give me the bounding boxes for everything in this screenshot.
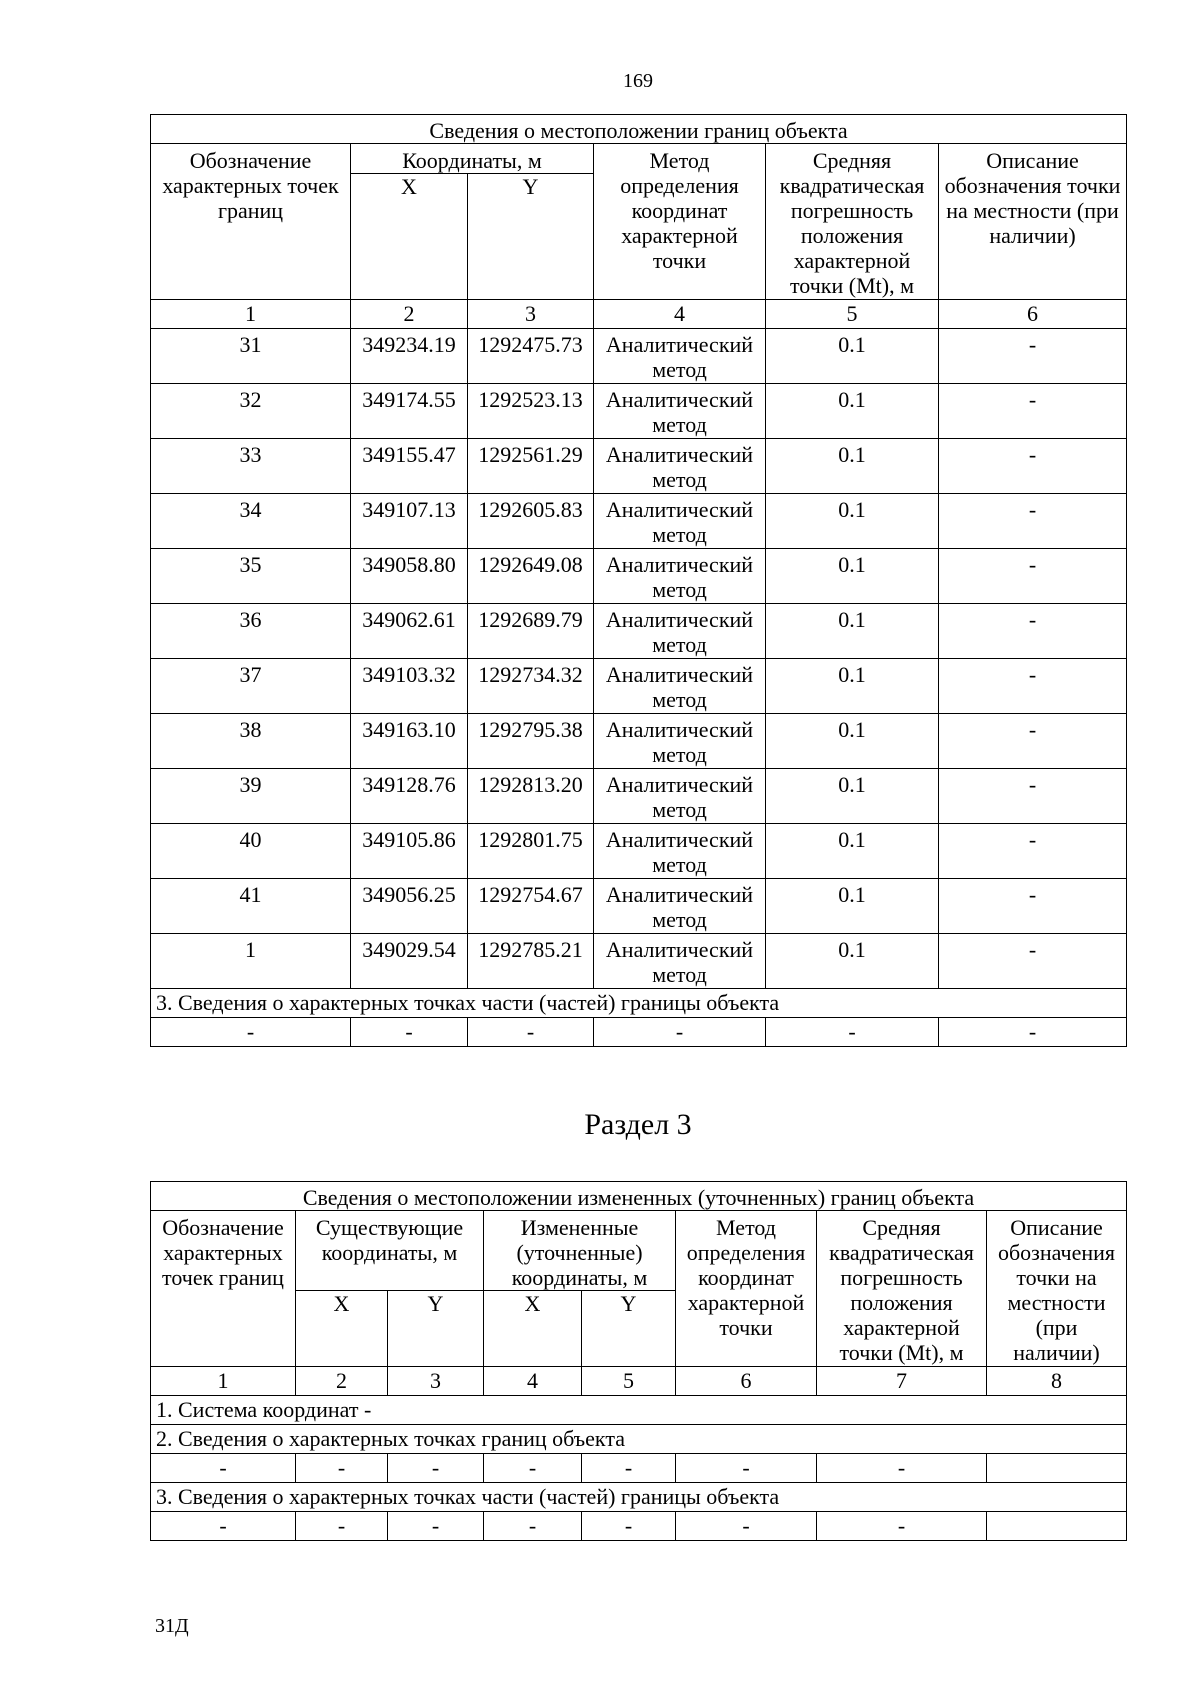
table-cell-x: 349163.10 xyxy=(351,714,468,769)
table-cell: - xyxy=(582,1512,676,1541)
table2-header-y1: Y xyxy=(388,1291,484,1367)
table-cell-mt: 0.1 xyxy=(766,439,939,494)
table2-header-x1: X xyxy=(296,1291,388,1367)
table-cell-method: Аналитический метод xyxy=(594,604,766,659)
table-row xyxy=(151,439,1127,494)
table-cell-mt: 0.1 xyxy=(766,494,939,549)
table-row xyxy=(151,714,1127,769)
table-row xyxy=(151,879,1127,934)
table-cell-desc: - xyxy=(939,329,1127,384)
table1-header-y: Y xyxy=(468,174,594,300)
col-number: 6 xyxy=(939,300,1127,329)
table-cell-point: 33 xyxy=(151,439,351,494)
table-cell: - xyxy=(594,1018,766,1047)
table1-header-point: Обозначение характерных точек границ xyxy=(151,144,351,300)
table2-coord-system-label: 1. Система координат - xyxy=(151,1396,1127,1425)
table-cell-mt: 0.1 xyxy=(766,714,939,769)
table-cell-x: 349103.32 xyxy=(351,659,468,714)
table-cell-x: 349058.80 xyxy=(351,549,468,604)
table-cell: - xyxy=(676,1512,817,1541)
table-row xyxy=(151,604,1127,659)
table-cell: - xyxy=(388,1454,484,1483)
table-row xyxy=(151,329,1127,384)
table-row xyxy=(151,549,1127,604)
table1-header-mt: Средняя квадратическая погрешность положения характерной точки (Mt), м xyxy=(766,144,939,300)
table-cell xyxy=(987,1512,1127,1541)
table-cell-mt: 0.1 xyxy=(766,549,939,604)
table1-caption: Сведения о местоположении границ объекта xyxy=(151,115,1127,144)
table-cell: - xyxy=(296,1454,388,1483)
table-cell-y: 1292649.08 xyxy=(468,549,594,604)
table-cell-desc: - xyxy=(939,879,1127,934)
col-number: 5 xyxy=(766,300,939,329)
table-cell-y: 1292785.21 xyxy=(468,934,594,989)
table-cell: - xyxy=(151,1018,351,1047)
table-cell-method: Аналитический метод xyxy=(594,879,766,934)
table1-header-x: X xyxy=(351,174,468,300)
col-number: 3 xyxy=(388,1367,484,1396)
table-cell-y: 1292561.29 xyxy=(468,439,594,494)
table1-header-coords: Координаты, м xyxy=(351,144,594,174)
table-cell-point: 31 xyxy=(151,329,351,384)
footer-code: 31Д xyxy=(155,1615,189,1637)
table-cell-point: 34 xyxy=(151,494,351,549)
table-cell-desc: - xyxy=(939,439,1127,494)
table-cell-point: 37 xyxy=(151,659,351,714)
table-cell-x: 349155.47 xyxy=(351,439,468,494)
table1-header-desc: Описание обозначения точки на местности (при наличии) xyxy=(939,144,1127,300)
col-number: 8 xyxy=(987,1367,1127,1396)
table-cell-y: 1292689.79 xyxy=(468,604,594,659)
table-cell-mt: 0.1 xyxy=(766,604,939,659)
changed-boundaries-table xyxy=(150,1181,1127,1541)
table-cell: - xyxy=(582,1454,676,1483)
table-cell-mt: 0.1 xyxy=(766,769,939,824)
section-title: Раздел 3 xyxy=(584,1108,692,1141)
table-cell-desc: - xyxy=(939,604,1127,659)
table-row xyxy=(151,824,1127,879)
col-number: 4 xyxy=(484,1367,582,1396)
table-cell-method: Аналитический метод xyxy=(594,439,766,494)
table-cell: - xyxy=(817,1512,987,1541)
table-cell xyxy=(987,1454,1127,1483)
page-number: 169 xyxy=(623,70,653,92)
table-cell: - xyxy=(484,1454,582,1483)
table2-header-method: Метод определения координат характерной точки xyxy=(676,1211,817,1367)
table-cell: - xyxy=(351,1018,468,1047)
table2-caption: Сведения о местоположении измененных (уточненных) границ объекта xyxy=(151,1182,1127,1211)
table-cell-method: Аналитический метод xyxy=(594,549,766,604)
table-cell-y: 1292801.75 xyxy=(468,824,594,879)
table-cell-x: 349128.76 xyxy=(351,769,468,824)
table2-header-desc: Описание обозначения точки на местности (при наличии) xyxy=(987,1211,1127,1367)
table-row xyxy=(151,384,1127,439)
table-cell: - xyxy=(388,1512,484,1541)
table-cell-x: 349105.86 xyxy=(351,824,468,879)
table-cell-method: Аналитический метод xyxy=(594,824,766,879)
table-cell-point: 36 xyxy=(151,604,351,659)
table-cell-y: 1292813.20 xyxy=(468,769,594,824)
table2-header-y2: Y xyxy=(582,1291,676,1367)
table-cell-x: 349062.61 xyxy=(351,604,468,659)
table2-header-point: Обозначение характерных точек границ xyxy=(151,1211,296,1367)
table2-header-x2: X xyxy=(484,1291,582,1367)
table-cell-point: 39 xyxy=(151,769,351,824)
table-cell-x: 349174.55 xyxy=(351,384,468,439)
table-cell: - xyxy=(468,1018,594,1047)
table-cell-point: 38 xyxy=(151,714,351,769)
table1-part-section-label: 3. Сведения о характерных точках части (частей) границы объекта xyxy=(151,989,1127,1018)
col-number: 5 xyxy=(582,1367,676,1396)
table-cell: - xyxy=(296,1512,388,1541)
table-cell-point: 41 xyxy=(151,879,351,934)
table1-body xyxy=(151,329,1127,989)
table-cell-method: Аналитический метод xyxy=(594,714,766,769)
col-number: 1 xyxy=(151,300,351,329)
table-cell-desc: - xyxy=(939,494,1127,549)
table-cell-method: Аналитический метод xyxy=(594,659,766,714)
table1-header-method: Метод определения координат характерной точки xyxy=(594,144,766,300)
table-cell-method: Аналитический метод xyxy=(594,934,766,989)
table2-header-changed: Измененные (уточненные) координаты, м xyxy=(484,1211,676,1291)
table-cell-y: 1292605.83 xyxy=(468,494,594,549)
table-cell-desc: - xyxy=(939,714,1127,769)
table-cell-mt: 0.1 xyxy=(766,879,939,934)
col-number: 3 xyxy=(468,300,594,329)
table-cell-desc: - xyxy=(939,384,1127,439)
table-cell-desc: - xyxy=(939,824,1127,879)
table-cell-y: 1292734.32 xyxy=(468,659,594,714)
table-cell: - xyxy=(484,1512,582,1541)
table-cell-method: Аналитический метод xyxy=(594,494,766,549)
table2-header-existing: Существующие координаты, м xyxy=(296,1211,484,1291)
table2-part-section-label: 3. Сведения о характерных точках части (частей) границы объекта xyxy=(151,1483,1127,1512)
table-cell-mt: 0.1 xyxy=(766,329,939,384)
table-cell-y: 1292754.67 xyxy=(468,879,594,934)
table-cell-x: 349234.19 xyxy=(351,329,468,384)
table-cell-point: 1 xyxy=(151,934,351,989)
table-cell-mt: 0.1 xyxy=(766,934,939,989)
table-row xyxy=(151,934,1127,989)
table-cell-y: 1292475.73 xyxy=(468,329,594,384)
table2-header-mt: Средняя квадратическая погрешность положения характерной точки (Mt), м xyxy=(817,1211,987,1367)
table-cell: - xyxy=(766,1018,939,1047)
table-cell: - xyxy=(939,1018,1127,1047)
table-row xyxy=(151,659,1127,714)
table-cell-mt: 0.1 xyxy=(766,824,939,879)
boundary-points-table xyxy=(150,114,1127,1047)
table-cell-y: 1292523.13 xyxy=(468,384,594,439)
table-cell-desc: - xyxy=(939,934,1127,989)
table-cell-desc: - xyxy=(939,549,1127,604)
table-cell-method: Аналитический метод xyxy=(594,769,766,824)
col-number: 1 xyxy=(151,1367,296,1396)
table-cell-point: 35 xyxy=(151,549,351,604)
table-cell-x: 349056.25 xyxy=(351,879,468,934)
table-cell-point: 40 xyxy=(151,824,351,879)
table-row xyxy=(151,494,1127,549)
col-number: 7 xyxy=(817,1367,987,1396)
table-row xyxy=(151,769,1127,824)
table-cell-method: Аналитический метод xyxy=(594,329,766,384)
table-cell: - xyxy=(676,1454,817,1483)
col-number: 4 xyxy=(594,300,766,329)
table-cell-desc: - xyxy=(939,659,1127,714)
table-cell-x: 349107.13 xyxy=(351,494,468,549)
table-cell-y: 1292795.38 xyxy=(468,714,594,769)
table-cell-desc: - xyxy=(939,769,1127,824)
table-cell-mt: 0.1 xyxy=(766,659,939,714)
table-cell: - xyxy=(817,1454,987,1483)
table-cell: - xyxy=(151,1454,296,1483)
table-cell-point: 32 xyxy=(151,384,351,439)
col-number: 2 xyxy=(351,300,468,329)
table-cell-method: Аналитический метод xyxy=(594,384,766,439)
table2-boundary-points-label: 2. Сведения о характерных точках границ объекта xyxy=(151,1425,1127,1454)
col-number: 2 xyxy=(296,1367,388,1396)
table-cell: - xyxy=(151,1512,296,1541)
table-cell-x: 349029.54 xyxy=(351,934,468,989)
col-number: 6 xyxy=(676,1367,817,1396)
table-cell-mt: 0.1 xyxy=(766,384,939,439)
